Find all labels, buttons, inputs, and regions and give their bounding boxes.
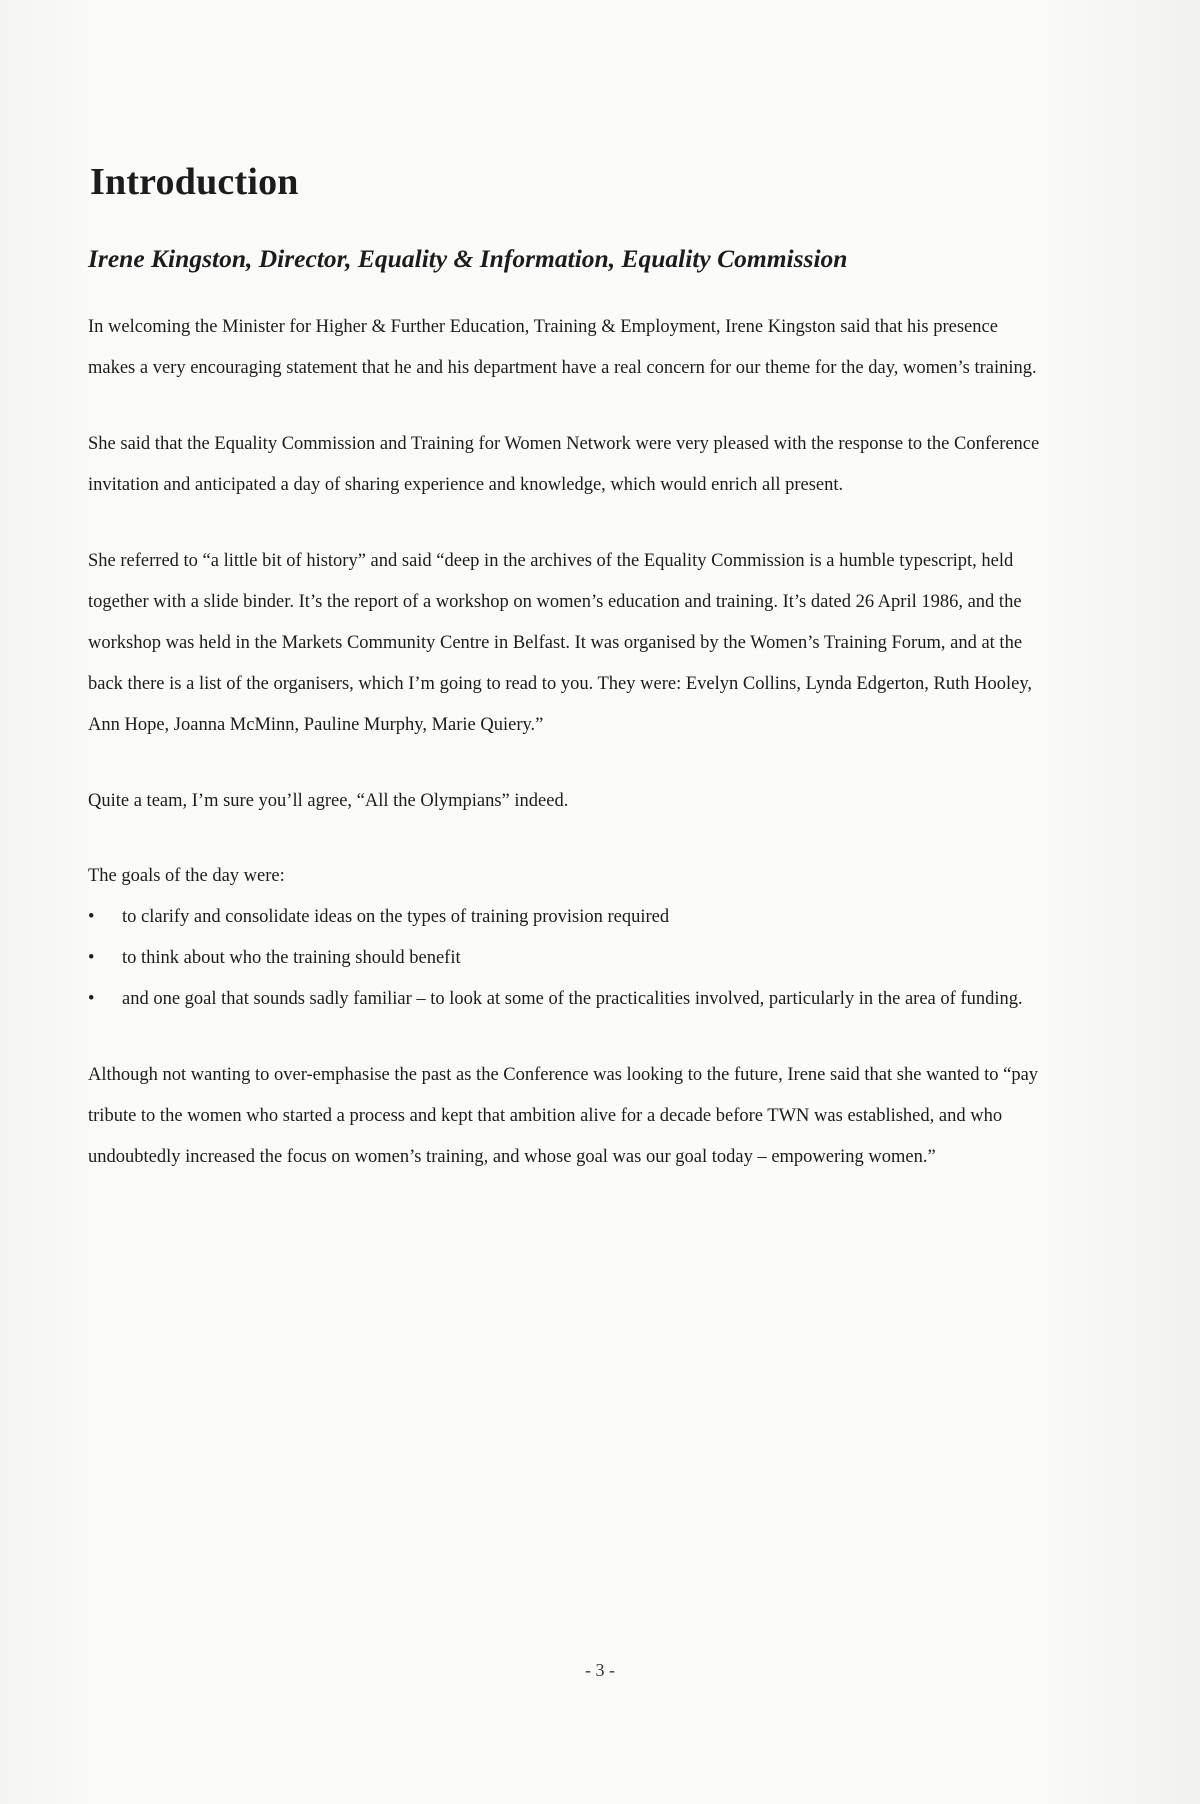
page-title: Introduction <box>90 161 299 203</box>
list-item <box>88 897 1048 938</box>
goal-text: to clarify and consolidate ideas on the types of training provision required <box>122 907 670 927</box>
paragraph-team: Quite a team, I’m sure you’ll agree, “All the Olympians” indeed. <box>88 791 569 811</box>
paragraph-response: She said that the Equality Commission and Training for Women Network were very pleased with the response to the Conference invitation and anticipated a day of sharing experience and knowledge, which would enrich all present. <box>88 434 1040 495</box>
list-item <box>88 938 1048 979</box>
bullet-icon: • <box>88 907 95 927</box>
paragraph-welcome: In welcoming the Minister for Higher & Further Education, Training & Employment, Irene Kingston said that his presence makes a very encouraging statement that he and his department have a real concern for our theme for the day, women’s training. <box>88 317 1037 378</box>
page-content <box>88 160 1048 1178</box>
goal-text: to think about who the training should benefit <box>122 948 461 968</box>
bullet-icon: • <box>88 948 95 968</box>
page-number: - 3 - <box>585 1660 615 1680</box>
list-item <box>88 979 1048 1020</box>
goals-list <box>88 897 1048 1020</box>
paragraph-history: She referred to “a little bit of history” and said “deep in the archives of the Equality Commission is a humble typescript, held together with a slide binder. It’s the report of a workshop on women’s education and training. It’s dated 26 April 1986, and the workshop was held in the Markets Community Centre in Belfast. It was organised by the Women’s Training Forum, and at the back there is a list of the organisers, which I’m going to read to you. They were: Evelyn Collins, Lynda Edgerton, Ruth Hooley, Ann Hope, Joanna McMinn, Pauline Murphy, Marie Quiery.” <box>88 551 1032 735</box>
speaker-byline: Irene Kingston, Director, Equality & Information, Equality Commission <box>88 244 848 273</box>
goals-intro: The goals of the day were: <box>88 866 285 886</box>
goal-text: and one goal that sounds sadly familiar – to look at some of the practicalities involved, particularly in the area of funding. <box>122 989 1023 1009</box>
paragraph-tribute: Although not wanting to over-emphasise the past as the Conference was looking to the future, Irene said that she wanted to “pay tribute to the women who started a process and kept that ambition alive for a decade before TWN was established, and who undoubtedly increased the focus on women’s training, and whose goal was our goal today – empowering women.” <box>88 1065 1039 1167</box>
bullet-icon: • <box>88 989 95 1009</box>
